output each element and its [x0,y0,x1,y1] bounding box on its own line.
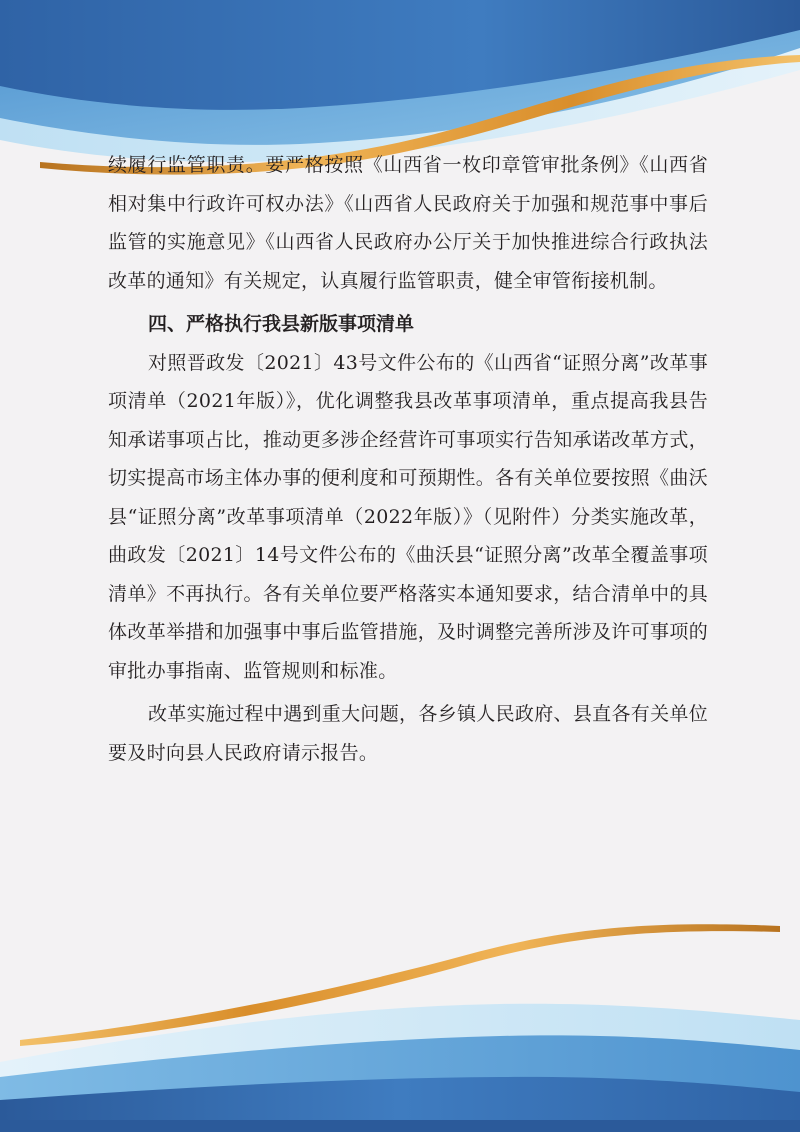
paragraph-3: 改革实施过程中遇到重大问题，各乡镇人民政府、县直各有关单位要及时向县人民政府请示报告。 [108,703,708,764]
footer-wave-decoration [0,912,800,1132]
footer-band [0,1120,800,1132]
continued-paragraph: 续履行监管职责。要严格按照《山西省一枚印章管审批条例》《山西省相对集中行政许可权办法》《山西省人民政府关于加强和规范事中事后监管的实施意见》《山西省人民政府办公厅关于加快推进综合行政执法改革的通知》有关规定，认真履行监管职责，健全审管衔接机制。 [108,154,708,292]
header-band [0,0,800,22]
paragraph-2: 对照晋政发〔2021〕43号文件公布的《山西省“证照分离”改革事项清单（2021年版）》，优化调整我县改革事项清单，重点提高我县告知承诺事项占比，推动更多涉企经营许可事项实行告知承诺改革方式，切实提高市场主体办事的便利度和可预期性。各有关单位要按照《曲沃县“证照分离”改革事项清单（2022年版）》（见附件）分类实施改革，曲政发〔2021〕14号文件公布的《曲沃县“证照分离”改革全覆盖事项清单》不再执行。各有关单位要严格落实本通知要求，结合清单中的具体改革举措和加强事中事后监管措施，及时调整完善所涉及许可事项的审批办事指南、监管规则和标准。 [108,351,708,682]
document-body [108,146,708,772]
section-heading: 四、严格执行我县新版事项清单 [148,313,415,335]
